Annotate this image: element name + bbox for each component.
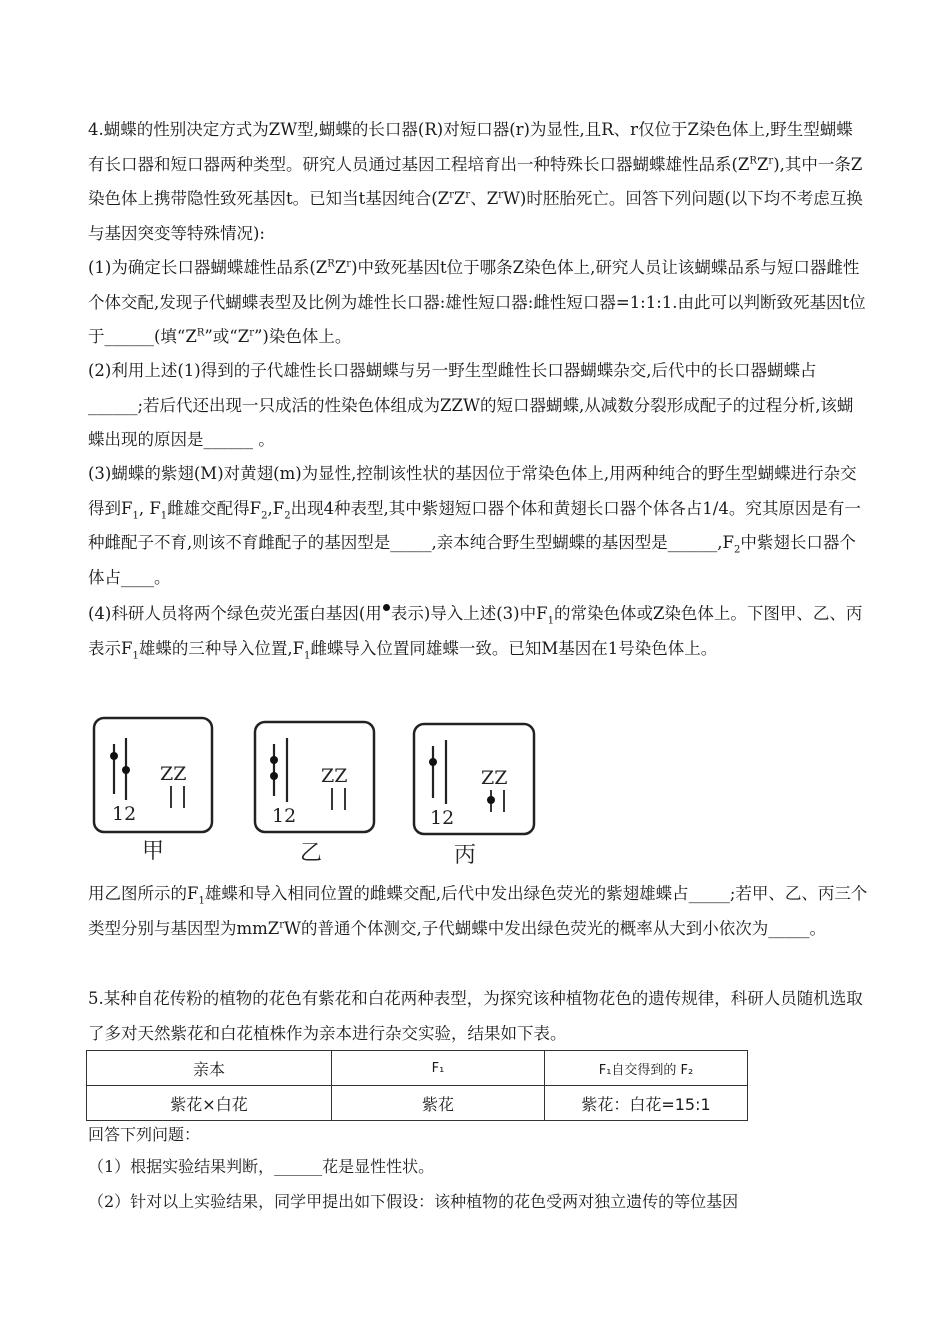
q5-sub1: （1）根据实验结果判断，______花是显性性状。 <box>88 1157 435 1176</box>
q5-sub2: （2）针对以上实验结果，同学甲提出如下假设：该种植物的花色受两对独立遗传的等位基因 <box>88 1192 739 1211</box>
q4-part1: (1)为确定长口器蝴蝶雄性品系$(Z^RZ^r)$中致死基因t位于哪条Z染色体上,研究人员让该蝴蝶品系与短口器雌性个体交配,发现子代蝴蝶表型及比例为雄性长口器:雄性短口器:雌性短口器=1:1:1.由此可以判断致死基因t位于______(填“$Z^R$”或“$Z^r$”)染色体上。 <box>88 258 866 346</box>
panel-bing <box>414 724 534 866</box>
panel-yi <box>255 722 374 866</box>
table-header-cell: 亲本 <box>87 1051 332 1086</box>
cross-result-table <box>86 1050 748 1121</box>
table-cell: 紫花：白花=15:1 <box>545 1086 748 1121</box>
table-header-row <box>87 1051 748 1086</box>
gene-dot <box>122 766 130 774</box>
panel-label: 乙 <box>300 841 323 866</box>
sex-chrom-label: ZZ <box>321 765 348 787</box>
chromosome-figure <box>0 716 950 866</box>
gene-dot <box>110 752 118 760</box>
chrom-label: 12 <box>112 803 137 825</box>
chrom-label: 12 <box>430 807 455 829</box>
gene-dot <box>429 758 437 766</box>
q4-part3: (3)蝴蝶的紫翅(M)对黄翅(m)为显性,控制该性状的基因位于常染色体上,用两种纯合的野生型蝴蝶进行杂交得到$F_1$, $F_1$雌雄交配得$F_2,F_2$出现4种表型,其中紫翅短口器个体和黄翅长口器个体各占1/4。究其原因是有一种雌配子不育,则该不育雌配子的基因型是_____,亲本纯合野生型蝴蝶的基因型是$\_\_\_\_\_\_,F_2$中紫翅长口器个体占____。 <box>88 464 861 587</box>
panel-jia <box>94 718 212 864</box>
table-row <box>87 1086 748 1121</box>
sex-chrom-label: ZZ <box>160 763 187 785</box>
green-fluorescent-gene-dot-icon <box>383 604 390 611</box>
gene-dot <box>487 796 495 804</box>
q4-intro: 4.蝴蝶的性别决定方式为ZW型,蝴蝶的长口器(R)对短口器(r)为显性,且R、r仅位于Z染色体上,野生型蝴蝶有长口器和短口器两种类型。研究人员通过基因工程培育出一种特殊长口器蝴蝶雄性品系$(Z^RZ^r)$,其中一条Z染色体上携带隐性致死基因t。已知当t基因纯合($Z^rZ^r$、$Z^rW$)时胚胎死亡。回答下列问题(以下均不考虑互换与基因突变等特殊情况): <box>88 120 863 243</box>
q5-intro: 5.某种自花传粉的植物的花色有紫花和白花两种表型，为探究该种植物花色的遗传规律，科研人员随机选取了多对天然紫花和白花植株作为亲本进行杂交实验，结果如下表。 <box>88 989 863 1043</box>
q4-part4: (4)科研人员将两个绿色荧光蛋白基因(用 表示)导入上述(3)中$F_1$的常染色体或Z染色体上。下图甲、乙、丙表示$F_1$雄蝶的三种导入位置$,F_1$雌蝶导入位置同雄蝶一致。已知M基因在1号染色体上。 <box>88 604 863 661</box>
q5-answer-prompt: 回答下列问题： <box>88 1125 201 1144</box>
q4-part4-questions: 用乙图所示的$F_1$雄蝶和导入相同位置的雌蝶交配,后代中发出绿色荧光的紫翅雄蝶占_____;若甲、乙、丙三个类型分别与基因型为mmZ$^r$W的普通个体测交,子代蝴蝶中发出绿色荧光的概率从大到小依次为_____。 <box>88 884 868 938</box>
gene-dot <box>270 772 278 780</box>
table-header-cell: F₁自交得到的 F₂ <box>545 1051 748 1086</box>
chrom-label: 12 <box>272 805 297 827</box>
gene-dot <box>270 756 278 764</box>
panel-label: 甲 <box>142 839 165 864</box>
table-cell: 紫花 <box>332 1086 545 1121</box>
table-header-cell: F₁ <box>332 1051 545 1086</box>
table-cell: 紫花×白花 <box>87 1086 332 1121</box>
sex-chrom-label: ZZ <box>481 767 508 789</box>
panel-label: 丙 <box>454 843 477 866</box>
q4-part2: (2)利用上述(1)得到的子代雄性长口器蝴蝶与另一野生型雌性长口器蝴蝶杂交,后代中的长口器蝴蝶占______;若后代还出现一只成活的性染色体组成为ZZW的短口器蝴蝶,从减数分裂形成配子的过程分析,该蝴蝶出现的原因是______ 。 <box>88 361 854 449</box>
